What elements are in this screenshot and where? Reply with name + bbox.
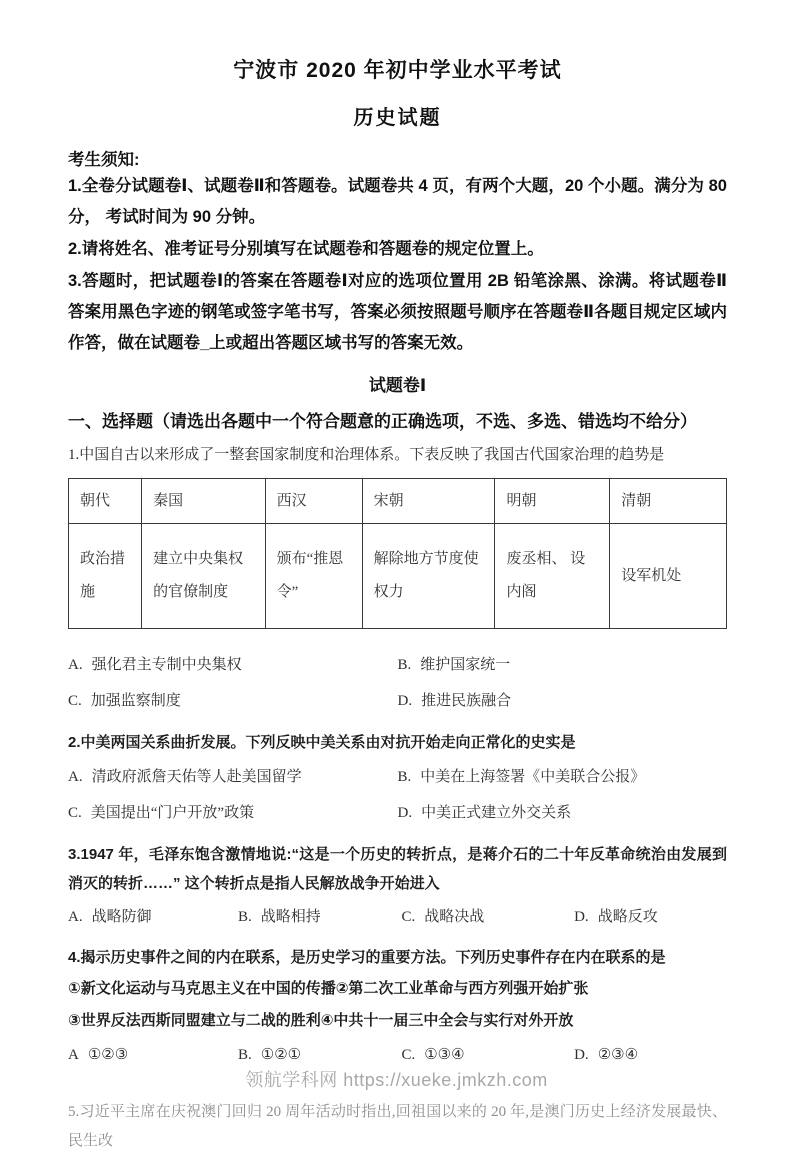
option-text: 战略反攻 xyxy=(597,909,658,925)
table-cell: 西汉 xyxy=(265,479,362,524)
option-text: 中美在上海签署《中美联合公报》 xyxy=(420,769,646,785)
option-label: A xyxy=(68,1047,79,1063)
option-text: 加强监察制度 xyxy=(90,693,181,709)
question-2-options xyxy=(68,759,727,831)
part-title: 一、选择题（请选出各题中一个符合题意的正确选项，不选、多选、错选均不给分） xyxy=(68,412,697,431)
question-3-options xyxy=(68,900,727,934)
option-text: 推进民族融合 xyxy=(421,693,512,709)
question-1-options xyxy=(68,647,727,719)
option-item xyxy=(68,647,398,683)
watermark: 领航学科网 https://xueke.jmkzh.com xyxy=(245,1070,548,1090)
option-item xyxy=(401,900,574,934)
table-cell: 朝代 xyxy=(69,479,142,524)
option-text: 中美正式建立外交关系 xyxy=(421,805,572,821)
table-cell: 设军机处 xyxy=(610,524,727,629)
option-label: C. xyxy=(401,909,416,925)
notice-label: 考生须知: xyxy=(68,151,140,169)
option-text: ②③④ xyxy=(597,1047,639,1063)
option-label: D. xyxy=(397,805,413,821)
table-cell: 秦国 xyxy=(142,479,265,524)
table-row xyxy=(69,524,727,629)
notice-item-1: 1.全卷分试题卷Ⅰ、试题卷Ⅱ和答题卷。试题卷共 4 页，有两个大题，20 个小题。满分为 80 分， 考试时间为 90 分钟。 xyxy=(68,177,727,226)
question-5-stem: 5.习近平主席在庆祝澳门回归 20 周年活动时指出,回祖国以来的 20 年,是澳门历史上经济发展最快、民生改 xyxy=(68,1104,727,1149)
table-cell: 解除地方节度使权力 xyxy=(362,524,495,629)
option-label: A. xyxy=(68,657,83,673)
option-text: ①③④ xyxy=(424,1047,465,1063)
option-label: A. xyxy=(68,769,83,785)
notice-item-3: 3.答题时，把试题卷Ⅰ的答案在答题卷Ⅰ对应的选项位置用 2B 铅笔涂黑、涂满。将试题卷Ⅱ 答案用黑色字迹的钢笔或签字笔书写，答案必须按照题号顺序在答题卷Ⅱ各题目规定区域内作答，做在试题卷_上或超出答题区域书写的答案无效。 xyxy=(68,272,727,352)
question-4-stem: 4.揭示历史事件之间的内在联系，是历史学习的重要方法。下列历史事件存在内在联系的是 xyxy=(68,949,666,966)
option-text: ①②③ xyxy=(87,1047,129,1063)
option-item xyxy=(398,647,728,683)
dynasty-table xyxy=(68,478,727,629)
option-label: B. xyxy=(397,657,412,673)
option-item xyxy=(238,900,401,934)
paper-subject-title: 历史试题 xyxy=(353,107,442,129)
option-item xyxy=(68,759,398,795)
option-text: 战略相持 xyxy=(260,909,321,925)
option-item xyxy=(398,795,728,831)
option-text: 战略防御 xyxy=(91,909,152,925)
option-label: B. xyxy=(238,909,252,925)
option-label: D. xyxy=(574,909,589,925)
page-title: 宁波市 2020 年初中学业水平考试 xyxy=(233,59,562,82)
table-cell: 清朝 xyxy=(610,479,727,524)
question-1-stem: 1.中国自古以来形成了一整套国家制度和治理体系。下表反映了我国古代国家治理的趋势是 xyxy=(68,447,665,463)
table-cell: 宋朝 xyxy=(362,479,495,524)
question-4-subitem-2: ③世界反法西斯同盟建立与二战的胜利④中共十一届三中全会与实行对外开放 xyxy=(68,1012,574,1029)
option-text: 美国提出“门户开放”政策 xyxy=(90,805,255,821)
option-item xyxy=(68,795,398,831)
option-text: 强化君主专制中央集权 xyxy=(91,657,242,673)
option-label: A. xyxy=(68,909,83,925)
option-item xyxy=(574,900,727,934)
option-label: C. xyxy=(401,1047,416,1063)
table-cell: 颁布“推恩令” xyxy=(265,524,362,629)
table-cell: 政治措施 xyxy=(69,524,142,629)
section-title: 试题卷Ⅰ xyxy=(368,376,427,395)
option-item xyxy=(398,683,728,719)
option-label: B. xyxy=(238,1047,252,1063)
option-label: B. xyxy=(397,769,412,785)
option-item xyxy=(68,900,238,934)
option-label: D. xyxy=(574,1047,589,1063)
question-2-stem: 2.中美两国关系曲折发展。下列反映中美关系由对抗开始走向正常化的史实是 xyxy=(68,734,576,751)
question-3-stem: 3.1947 年，毛泽东饱含激情地说:“这是一个历史的转折点，是蒋介石的二十年反革命统治由发展到消灭的转折……” 这个转折点是指人民解放战争开始进入 xyxy=(68,846,727,892)
option-text: 战略决战 xyxy=(424,909,485,925)
option-text: 维护国家统一 xyxy=(420,657,511,673)
option-label: C. xyxy=(68,805,82,821)
table-cell: 建立中央集权的官僚制度 xyxy=(142,524,265,629)
option-item xyxy=(398,759,728,795)
option-label: C. xyxy=(68,693,82,709)
table-cell: 废丞相、 设内阁 xyxy=(495,524,610,629)
notice-item-2: 2.请将姓名、准考证号分别填写在试题卷和答题卷的规定位置上。 xyxy=(68,240,544,258)
table-cell: 明朝 xyxy=(495,479,610,524)
option-text: 清政府派詹天佑等人赴美国留学 xyxy=(91,769,302,785)
table-row xyxy=(69,479,727,524)
option-item xyxy=(68,683,398,719)
question-4-subitem-1: ①新文化运动与马克思主义在中国的传播②第二次工业革命与西方列强开始扩张 xyxy=(68,980,589,997)
option-text: ①②① xyxy=(260,1047,302,1063)
option-label: D. xyxy=(397,693,413,709)
